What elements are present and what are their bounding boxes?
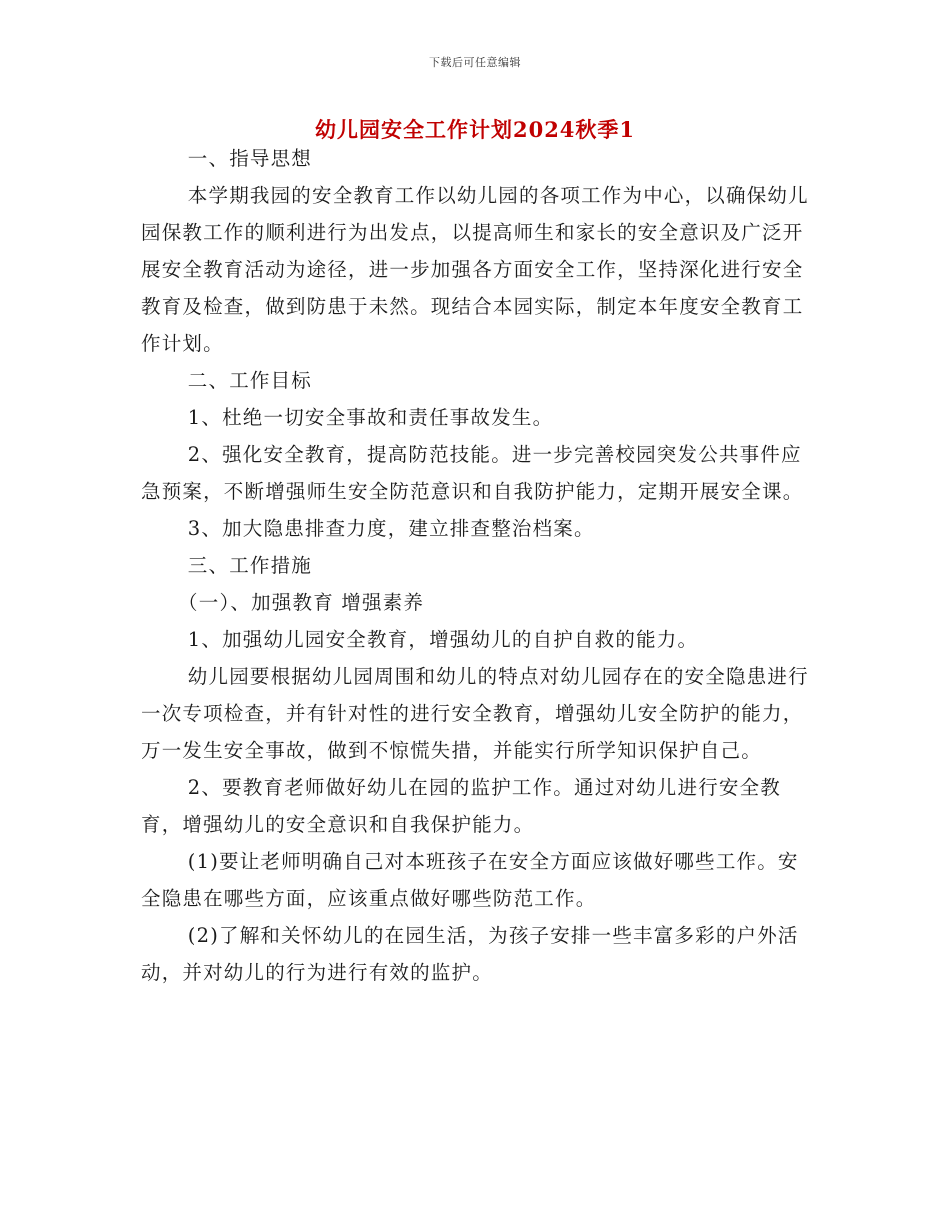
paragraph-safety-inspection: 幼儿园要根据幼儿园周围和幼儿的特点对幼儿园存在的安全隐患进行一次专项检查，并有针对性的进行安全教育，增强幼儿安全防护的能力，万一发生安全事故，做到不惊慌失措，并能实行所学知识保护自己。 [141,665,809,762]
section-heading-work-goals: 二、工作目标 [187,369,312,392]
document-body [141,140,811,991]
section-heading-guiding-thought: 一、指导思想 [187,147,312,170]
goal-item-1: 1、杜绝一切安全事故和责任事故发生。 [187,406,554,429]
goal-item-3: 3、加大隐患排查力度，建立排查整治档案。 [187,517,595,540]
section-heading-work-measures: 三、工作措施 [187,554,312,577]
measure-item-2: 2、要教育老师做好幼儿在园的监护工作。通过对幼儿进行安全教育，增强幼儿的安全意识和自我保护能力。 [141,776,782,836]
measure-subitem-1: (1)要让老师明确自己对本班孩子在安全方面应该做好哪些工作。安全隐患在哪些方面，应该重点做好哪些防范工作。 [141,850,799,910]
measure-subitem-2: (2)了解和关怀幼儿的在园生活，为孩子安排一些丰富多彩的户外活动，并对幼儿的行为进行有效的监护。 [141,924,799,984]
document-title: 幼儿园安全工作计划2024秋季1 [314,117,636,142]
paragraph-guiding-thought: 本学期我园的安全教育工作以幼儿园的各项工作为中心，以确保幼儿园保教工作的顺利进行为出发点，以提高师生和家长的安全意识及广泛开展安全教育活动为途径，进一步加强各方面安全工作，坚持深化进行安全教育及检查，做到防患于未然。现结合本园实际，制定本年度安全教育工作计划。 [141,184,809,355]
subsection-heading-education: （一）、加强教育 增强素养 [178,591,425,614]
goal-item-2: 2、强化安全教育，提高防范技能。进一步完善校园突发公共事件应急预案，不断增强师生安全防范意识和自我防护能力，定期开展安全课。 [141,443,804,503]
measure-item-1: 1、加强幼儿园安全教育，增强幼儿的自护自救的能力。 [187,628,699,651]
header-note: 下载后可任意编辑 [429,56,521,69]
